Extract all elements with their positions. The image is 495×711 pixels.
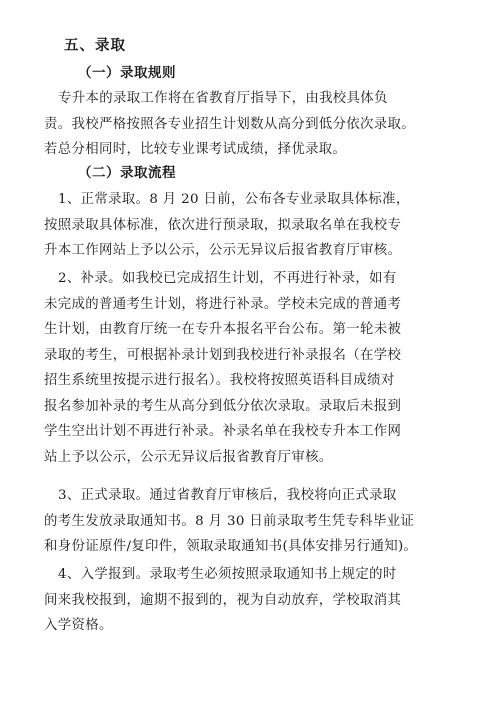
paragraph-line: 和身份证原件/复印件，领取录取通知书(具体安排另行通知)。 xyxy=(44,539,418,554)
paragraph-line: 3、正式录取。通过省教育厅审核后，我校将向正式录取 xyxy=(58,488,397,503)
paragraph-formal-admission xyxy=(44,483,464,560)
paragraph-supplementary-admission xyxy=(44,266,464,496)
paragraph-line: 责。我校严格按照各专业招生计划数从高分到低分依次录取。 xyxy=(44,116,415,132)
section-title: 五、录取 xyxy=(64,38,126,54)
paragraph-enrollment-report xyxy=(44,562,464,639)
paragraph-line: 未完成的普通考生计划，将进行补录。学校未完成的普通考 xyxy=(44,296,402,312)
paragraph-line: 4、入学报到。录取考生必须按照录取通知书上规定的时 xyxy=(58,567,397,582)
paragraph-line: 学生空出计划不再进行补录。补录名单在我校专升本工作网 xyxy=(44,424,402,439)
paragraph-line: 入学资格。 xyxy=(44,618,113,633)
paragraph-line: 1、正常录取。8 月 20 日前，公布各专业录取具体标准， xyxy=(58,192,410,207)
paragraph-line: 招生系统里按提示进行报名）。我校将按照英语科目成绩对 xyxy=(44,373,395,388)
paragraph-line: 若总分相同时，比较专业课考试成绩，择优录取。 xyxy=(44,142,347,157)
paragraph-line: 按照录取具体标准，依次进行预录取，拟录取名单在我校专 xyxy=(44,217,402,233)
subsection-title-process: （二）录取流程 xyxy=(78,165,176,181)
paragraph-normal-admission xyxy=(44,187,464,264)
paragraph-line: 录取的考生，可根据补录计划到我校进行补录报名（在学校 xyxy=(44,347,402,363)
paragraph-line: 专升本的录取工作将在省教育厅指导下，由我校具体负 xyxy=(58,91,388,106)
paragraph-line: 的考生发放录取通知书。8 月 30 日前录取考生凭专科毕业证 xyxy=(44,513,415,529)
paragraph-line: 报名参加补录的考生从高分到低分依次录取。录取后未报到 xyxy=(44,398,402,414)
paragraph-line: 间来我校报到，逾期不报到的，视为自动放弃，学校取消其 xyxy=(44,592,402,608)
paragraph-line: 升本工作网站上予以公示，公示无异议后报省教育厅审核。 xyxy=(44,243,402,258)
paragraph-line: 生计划，由教育厅统一在专升本报名平台公布。第一轮未被 xyxy=(44,322,402,337)
paragraph-line: 站上予以公示，公示无异议后报省教育厅审核。 xyxy=(44,449,333,465)
paragraph-line: 2、补录。如我校已完成招生计划，不再进行补录，如有 xyxy=(58,271,397,286)
paragraph-rules xyxy=(44,86,464,163)
subsection-title-rules: （一）录取规则 xyxy=(78,65,176,81)
